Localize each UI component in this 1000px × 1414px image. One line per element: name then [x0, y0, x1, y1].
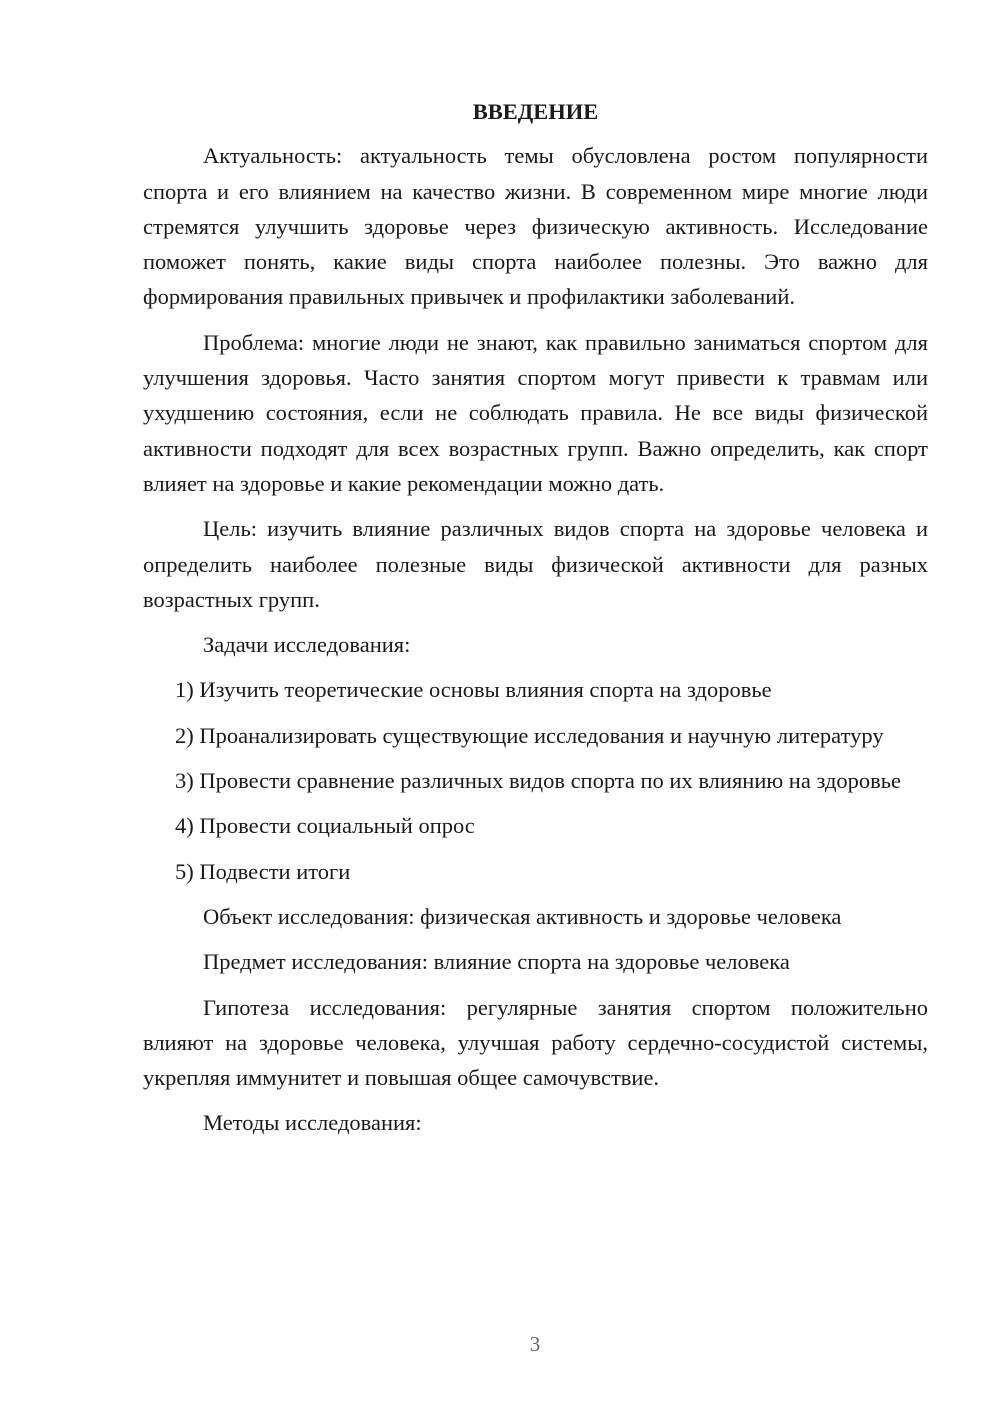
page-content	[143, 94, 928, 1151]
research-subject: Предмет исследования: влияние спорта на здоровье человека	[203, 949, 790, 975]
goal-paragraph: Цель: изучить влияние различных видов спорта на здоровье человека и определить наиболее полезные виды физической активности для разных возрастных групп.	[143, 516, 928, 612]
page-number: 3	[529, 1332, 541, 1356]
section-title: ВВЕДЕНИЕ	[472, 99, 599, 124]
problem-paragraph: Проблема: многие люди не знают, как правильно заниматься спортом для улучшения здоровья. Часто занятия спортом могут привести к травмам или ухудшению состояния, если не соблюдать правила. Не все виды физической активности подходят для всех возрастных групп. Важно определить, как спорт влияет на здоровье и какие рекомендации можно дать.	[143, 329, 928, 496]
tasks-heading: Задачи исследования:	[203, 632, 411, 658]
task-item-4: 4) Провести социальный опрос	[175, 813, 475, 839]
research-object: Объект исследования: физическая активность и здоровье человека	[203, 903, 842, 929]
research-hypothesis: Гипотеза исследования: регулярные занятия спортом положительно влияют на здоровье человека, улучшая работу сердечно-сосудистой системы, укрепляя иммунитет и повышая общее самочувствие.	[143, 994, 928, 1091]
research-methods: Методы исследования:	[203, 1110, 422, 1136]
task-item-5: 5) Подвести итоги	[175, 858, 351, 884]
task-item-1: 1) Изучить теоретические основы влияния спорта на здоровье	[175, 677, 772, 703]
task-item-2: 2) Проанализировать существующие исследования и научную литературу	[175, 722, 884, 748]
task-item-3: 3) Провести сравнение различных видов спорта по их влиянию на здоровье	[175, 768, 902, 794]
relevance-paragraph: Актуальность: актуальность темы обусловлена ростом популярности спорта и его влиянием на качество жизни. В современном мире многие люди стремятся улучшить здоровье через физическую активность. Исследование поможет понять, какие виды спорта наиболее полезны. Это важно для формирования правильных привычек и профилактики заболеваний.	[143, 143, 928, 310]
